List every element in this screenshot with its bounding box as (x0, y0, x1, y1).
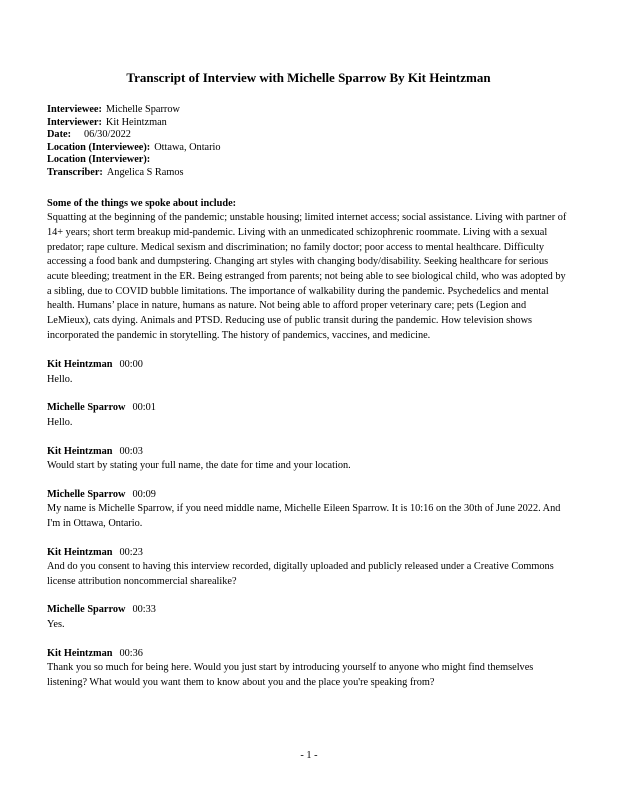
summary-body: Squatting at the beginning of the pandemic; unstable housing; limited internet access; social assistance. Living with partner of 14+ years; short term breakup mid-pandemic. Living with an unmedicated schizophrenic roommate. Living with a sexual predator; rape culture. Medical sexism and discrimination; no family doctor; poor access to mental healthcare. Difficulty accessing a food bank and dumpstering. Changing art styles with changing body/disability. Seeking healthcare for serious acute bleeding; treatment in the ER. Being estranged from parents; not being able to see biological child, who was adopted by a sibling, due to COVID bubble limitations. The importance of walkability during the pandemic. Psychedelics and mental health. Humans’ place in nature, humans as nature. Not being able to afford proper veterinary care; pets (Legion and LeMieux), cats dying. Animals and PTSD. Reducing use of public transit during the pandemic. How television shows incorporated the pandemic in storytelling. The history of pandemics, vaccines, and medicine. (47, 212, 567, 341)
metadata-value: Michelle Sparrow (105, 104, 180, 115)
timestamp: 00:03 (119, 445, 143, 457)
metadata-label: Date: (47, 129, 72, 141)
summary-section (47, 197, 570, 344)
dialogue-turn-header (47, 647, 570, 661)
dialogue-turn-header (47, 488, 570, 502)
timestamp: 00:23 (119, 546, 143, 558)
dialogue-turn-4 (47, 488, 570, 531)
dialogue-turn-5 (47, 546, 570, 589)
dialogue-text: Would start by stating your full name, the date for time and your location. (47, 460, 351, 472)
metadata-label: Interviewer: (47, 116, 102, 128)
timestamp: 00:09 (132, 489, 156, 501)
dialogue-turn-header (47, 445, 570, 459)
metadata-row-location-interviewee (47, 142, 570, 155)
metadata-value: Kit Heintzman (105, 116, 167, 128)
dialogue-turn-1 (47, 358, 570, 387)
timestamp: 00:36 (119, 647, 143, 659)
dialogue-text: Hello. (47, 416, 73, 428)
metadata-label: Location (Interviewer): (47, 154, 151, 166)
timestamp: 00:00 (119, 359, 143, 371)
metadata-row-interviewee (47, 104, 570, 117)
dialogue-text: My name is Michelle Sparrow, if you need middle name, Michelle Eileen Sparrow. It is 10:16 on the 30th of June 2022. And I'm in Ottawa, Ontario. (47, 503, 561, 529)
page-number: - 1 - (300, 750, 318, 761)
dialogue-turn-7 (47, 647, 570, 690)
dialogue-text: Hello. (47, 373, 73, 385)
speaker-name: Kit Heintzman (47, 546, 113, 558)
dialogue-turn-header (47, 401, 570, 415)
dialogue-turn-header (47, 358, 570, 372)
speaker-name: Kit Heintzman (47, 359, 113, 371)
speaker-name: Kit Heintzman (47, 445, 113, 457)
dialogue-turn-6 (47, 603, 570, 632)
metadata-value: Angelica S Ramos (106, 166, 184, 178)
dialogue-turn-2 (47, 401, 570, 430)
timestamp: 00:01 (132, 402, 156, 414)
timestamp: 00:33 (132, 604, 156, 616)
metadata-row-transcriber (47, 167, 570, 180)
dialogue-section (47, 358, 570, 690)
dialogue-turn-header (47, 603, 570, 617)
metadata-label: Interviewee: (47, 104, 102, 115)
speaker-name: Michelle Sparrow (47, 402, 126, 414)
metadata-label: Transcriber: (47, 166, 103, 178)
dialogue-text: Thank you so much for being here. Would you just start by introducing yourself to anyone who might find themselves listening? What would you want them to know about you and the place you're speaking from? (47, 662, 534, 688)
dialogue-text: Yes. (47, 618, 65, 630)
metadata-row-interviewer (47, 117, 570, 130)
dialogue-turn-3 (47, 445, 570, 474)
speaker-name: Kit Heintzman (47, 647, 113, 659)
summary-heading: Some of the things we spoke about include: (47, 197, 237, 209)
metadata-value: Ottawa, Ontario (154, 141, 221, 153)
metadata-block (47, 104, 570, 180)
metadata-row-date (47, 129, 570, 142)
speaker-name: Michelle Sparrow (47, 489, 126, 501)
metadata-value: 06/30/2022 (84, 129, 131, 141)
metadata-row-location-interviewer (47, 154, 570, 167)
dialogue-turn-header (47, 546, 570, 560)
speaker-name: Michelle Sparrow (47, 604, 126, 616)
dialogue-text: And do you consent to having this interview recorded, digitally uploaded and publicly released under a Creative Commons license attribution noncommercial sharealike? (47, 561, 554, 587)
document-title: Transcript of Interview with Michelle Sparrow By Kit Heintzman (126, 70, 491, 85)
metadata-label: Location (Interviewee): (47, 141, 151, 153)
